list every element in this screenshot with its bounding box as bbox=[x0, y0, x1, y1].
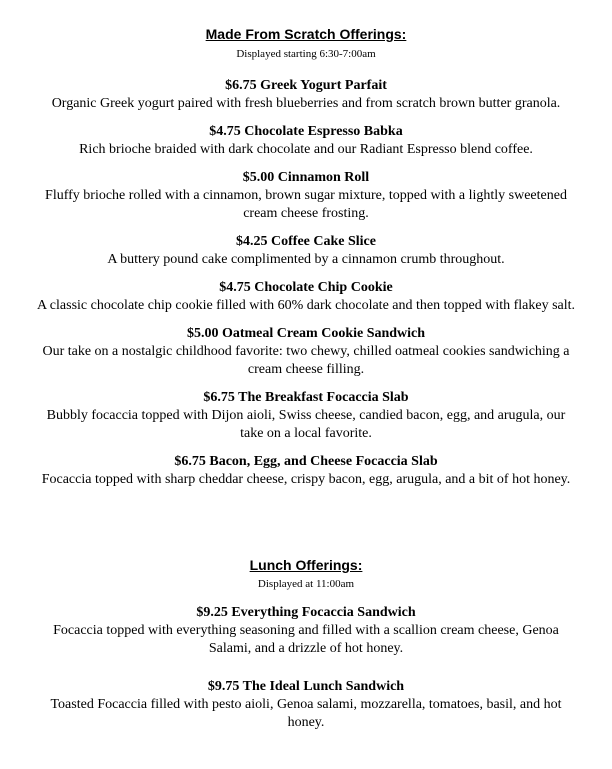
menu-item bbox=[0, 169, 612, 223]
menu-item bbox=[0, 279, 612, 315]
menu-item-title: $9.75 The Ideal Lunch Sandwich bbox=[207, 679, 405, 694]
menu-item-title: $5.00 Cinnamon Roll bbox=[242, 170, 370, 185]
menu-item bbox=[0, 604, 612, 658]
menu-item-description: Organic Greek yogurt paired with fresh blueberries and from scratch brown butter granola. bbox=[51, 96, 561, 111]
menu-item-description: Rich brioche braided with dark chocolate and our Radiant Espresso blend coffee. bbox=[79, 142, 533, 157]
menu-item-title: $9.25 Everything Focaccia Sandwich bbox=[196, 605, 416, 620]
menu-item-title: $4.75 Chocolate Chip Cookie bbox=[219, 280, 393, 295]
section-title: Made From Scratch Offerings: bbox=[205, 26, 407, 42]
section-note: Displayed starting 6:30-7:00am bbox=[236, 48, 376, 60]
menu-item-description: Focaccia topped with sharp cheddar cheese, crispy bacon, egg, arugula, and a bit of hot honey. bbox=[41, 472, 571, 487]
menu-item-title: $6.75 The Breakfast Focaccia Slab bbox=[203, 390, 409, 405]
menu-item bbox=[0, 77, 612, 113]
menu-item-description: Fluffy brioche rolled with a cinnamon, brown sugar mixture, topped with a lightly sweetened cream cheese frosting. bbox=[45, 188, 567, 221]
menu-item-title: $4.75 Chocolate Espresso Babka bbox=[209, 124, 403, 139]
menu-item-title: $6.75 Greek Yogurt Parfait bbox=[225, 78, 387, 93]
menu-item bbox=[0, 123, 612, 159]
section-title: Lunch Offerings: bbox=[249, 557, 363, 573]
section-note: Displayed at 11:00am bbox=[257, 578, 355, 590]
menu-item-description: Bubbly focaccia topped with Dijon aioli, Swiss cheese, candied bacon, egg, and arugula, our take on a local favorite. bbox=[46, 408, 566, 441]
menu-item-description: Focaccia topped with everything seasoning and filled with a scallion cream cheese, Genoa Salami, and a drizzle of hot honey. bbox=[53, 623, 559, 656]
menu-item-description: Our take on a nostalgic childhood favorite: two chewy, chilled oatmeal cookies sandwiching a cream cheese filling. bbox=[42, 344, 570, 377]
section-breakfast bbox=[0, 25, 612, 489]
menu-item-list bbox=[0, 604, 612, 732]
menu-item bbox=[0, 233, 612, 269]
menu-item-title: $6.75 Bacon, Egg, and Cheese Focaccia Slab bbox=[174, 454, 438, 469]
menu-item-description: Toasted Focaccia filled with pesto aioli, Genoa salami, mozzarella, tomatoes, basil, and hot honey. bbox=[50, 697, 562, 730]
menu-item bbox=[0, 325, 612, 379]
menu-item-title: $5.00 Oatmeal Cream Cookie Sandwich bbox=[186, 326, 426, 341]
section-lunch bbox=[0, 556, 612, 732]
menu-item bbox=[0, 453, 612, 489]
menu-item-description: A classic chocolate chip cookie filled with 60% dark chocolate and then topped with flakey salt. bbox=[36, 298, 576, 313]
menu-item-description: A buttery pound cake complimented by a cinnamon crumb throughout. bbox=[107, 252, 505, 267]
menu-item bbox=[0, 678, 612, 732]
menu-item-title: $4.25 Coffee Cake Slice bbox=[236, 234, 376, 249]
menu-item-list bbox=[0, 77, 612, 489]
menu-item bbox=[0, 389, 612, 443]
